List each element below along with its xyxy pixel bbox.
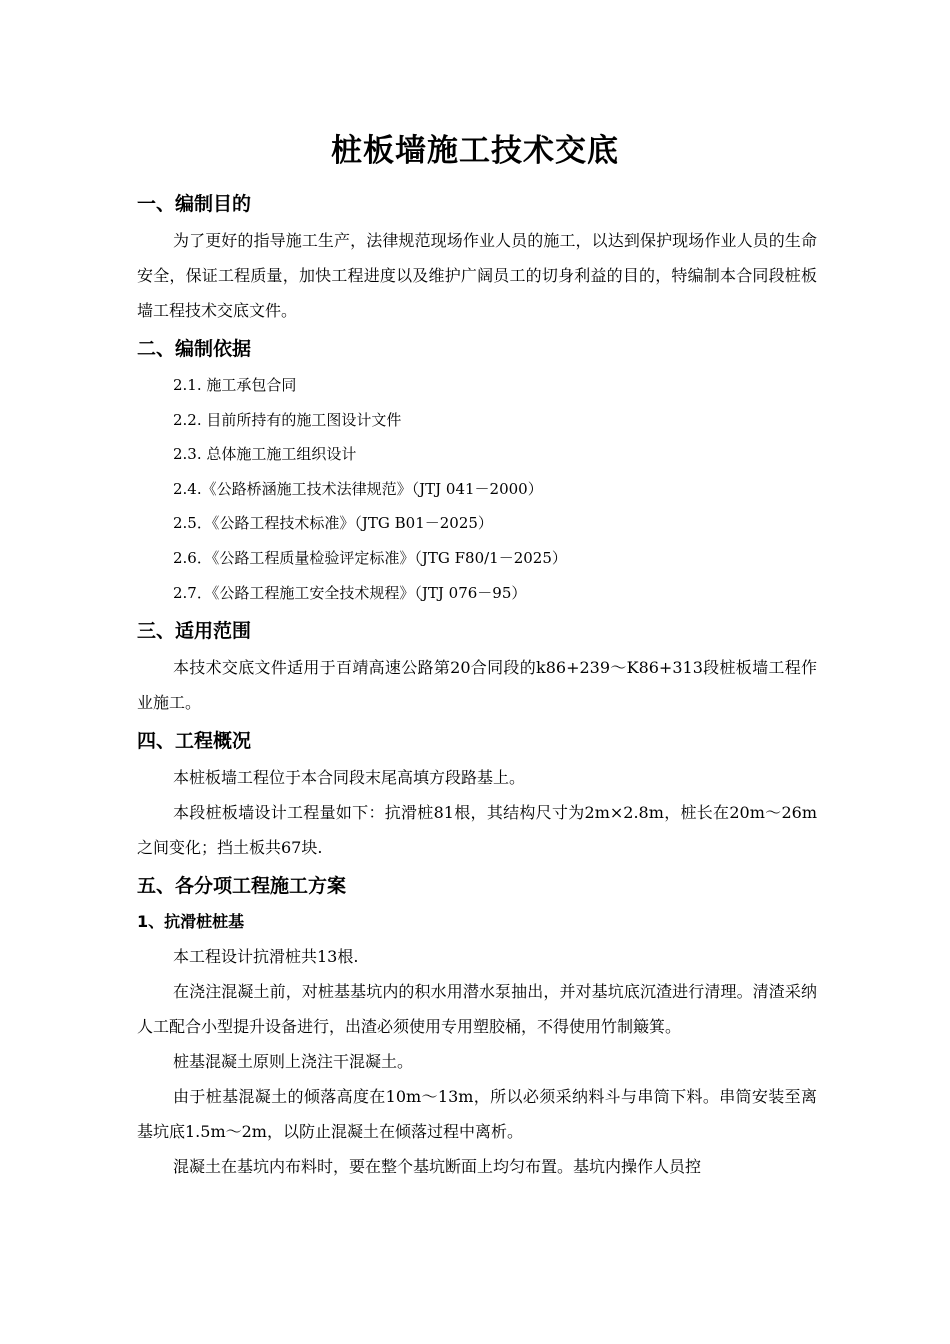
paragraph-pile: 桩基混凝土原则上浇注干混凝土。 — [173, 1052, 414, 1072]
basis-item: 2.5．《公路工程技术标准》（JTG B01－2025） — [173, 514, 493, 533]
basis-item: 2.7．《公路工程施工安全技术规程》（JTJ 076－95） — [173, 583, 527, 602]
basis-item: 2.2. 目前所持有的施工图设计文件 — [173, 410, 402, 429]
paragraph-purpose: 为了更好的指导施工生产，法律规范现场作业人员的施工，以达到保护现场作业人员的生命安全，保证工程质量，加快工程进度以及维护广阔员工的切身利益的目的，特编制本合同段桩板墙工程技术交底文件。 — [137, 231, 817, 320]
document-title: 桩板墙施工技术交底 — [331, 133, 619, 169]
paragraph-pile: 由于桩基混凝土的倾落高度在10m～13m，所以必须采纳料斗与串筒下料。串筒安装至离基坑底1.5m～2m，以防止混凝土在倾落过程中离析。 — [137, 1087, 817, 1142]
paragraph-overview: 本段桩板墙设计工程量如下：抗滑桩81根，其结构尺寸为2m×2.8m，桩长在20m～26m之间变化；挡土板共67块. — [137, 803, 817, 858]
section-heading-overview: 四、工程概况 — [137, 730, 252, 753]
paragraph-scope: 本技术交底文件适用于百靖高速公路第20合同段的k86+239～K86+313段桩板墙工程作业施工。 — [137, 658, 817, 713]
paragraph-pile: 本工程设计抗滑桩共13根. — [173, 947, 359, 967]
section-heading-basis: 二、编制依据 — [137, 338, 252, 360]
basis-item: 2.6．《公路工程质量检验评定标准》（JTG F80/1－2025） — [173, 548, 567, 567]
subsection-heading-anti-slide-pile: 1、抗滑桩桩基 — [137, 912, 245, 932]
paragraph-overview: 本桩板墙工程位于本合同段末尾高填方段路基上。 — [173, 768, 526, 788]
basis-item: 2.3. 总体施工施工组织设计 — [173, 445, 357, 464]
paragraph-pile: 在浇注混凝土前，对桩基基坑内的积水用潜水泵抽出，并对基坑底沉渣进行清理。清渣采纳人工配合小型提升设备进行，出渣必须使用专用塑胶桶，不得使用竹制簸箕。 — [137, 982, 817, 1037]
basis-item: 2.1. 施工承包合同 — [173, 376, 297, 394]
section-heading-scope: 三、适用范围 — [137, 620, 252, 643]
paragraph-pile: 混凝土在基坑内布料时，要在整个基坑断面上均匀布置。基坑内操作人员控 — [173, 1157, 702, 1177]
section-heading-purpose: 一、编制目的 — [137, 193, 252, 215]
section-heading-construction-plan: 五、各分项工程施工方案 — [137, 875, 347, 898]
basis-item: 2.4.《公路桥涵施工技术法律规范》（JTJ 041－2000） — [173, 479, 543, 498]
document-body — [137, 186, 817, 1184]
